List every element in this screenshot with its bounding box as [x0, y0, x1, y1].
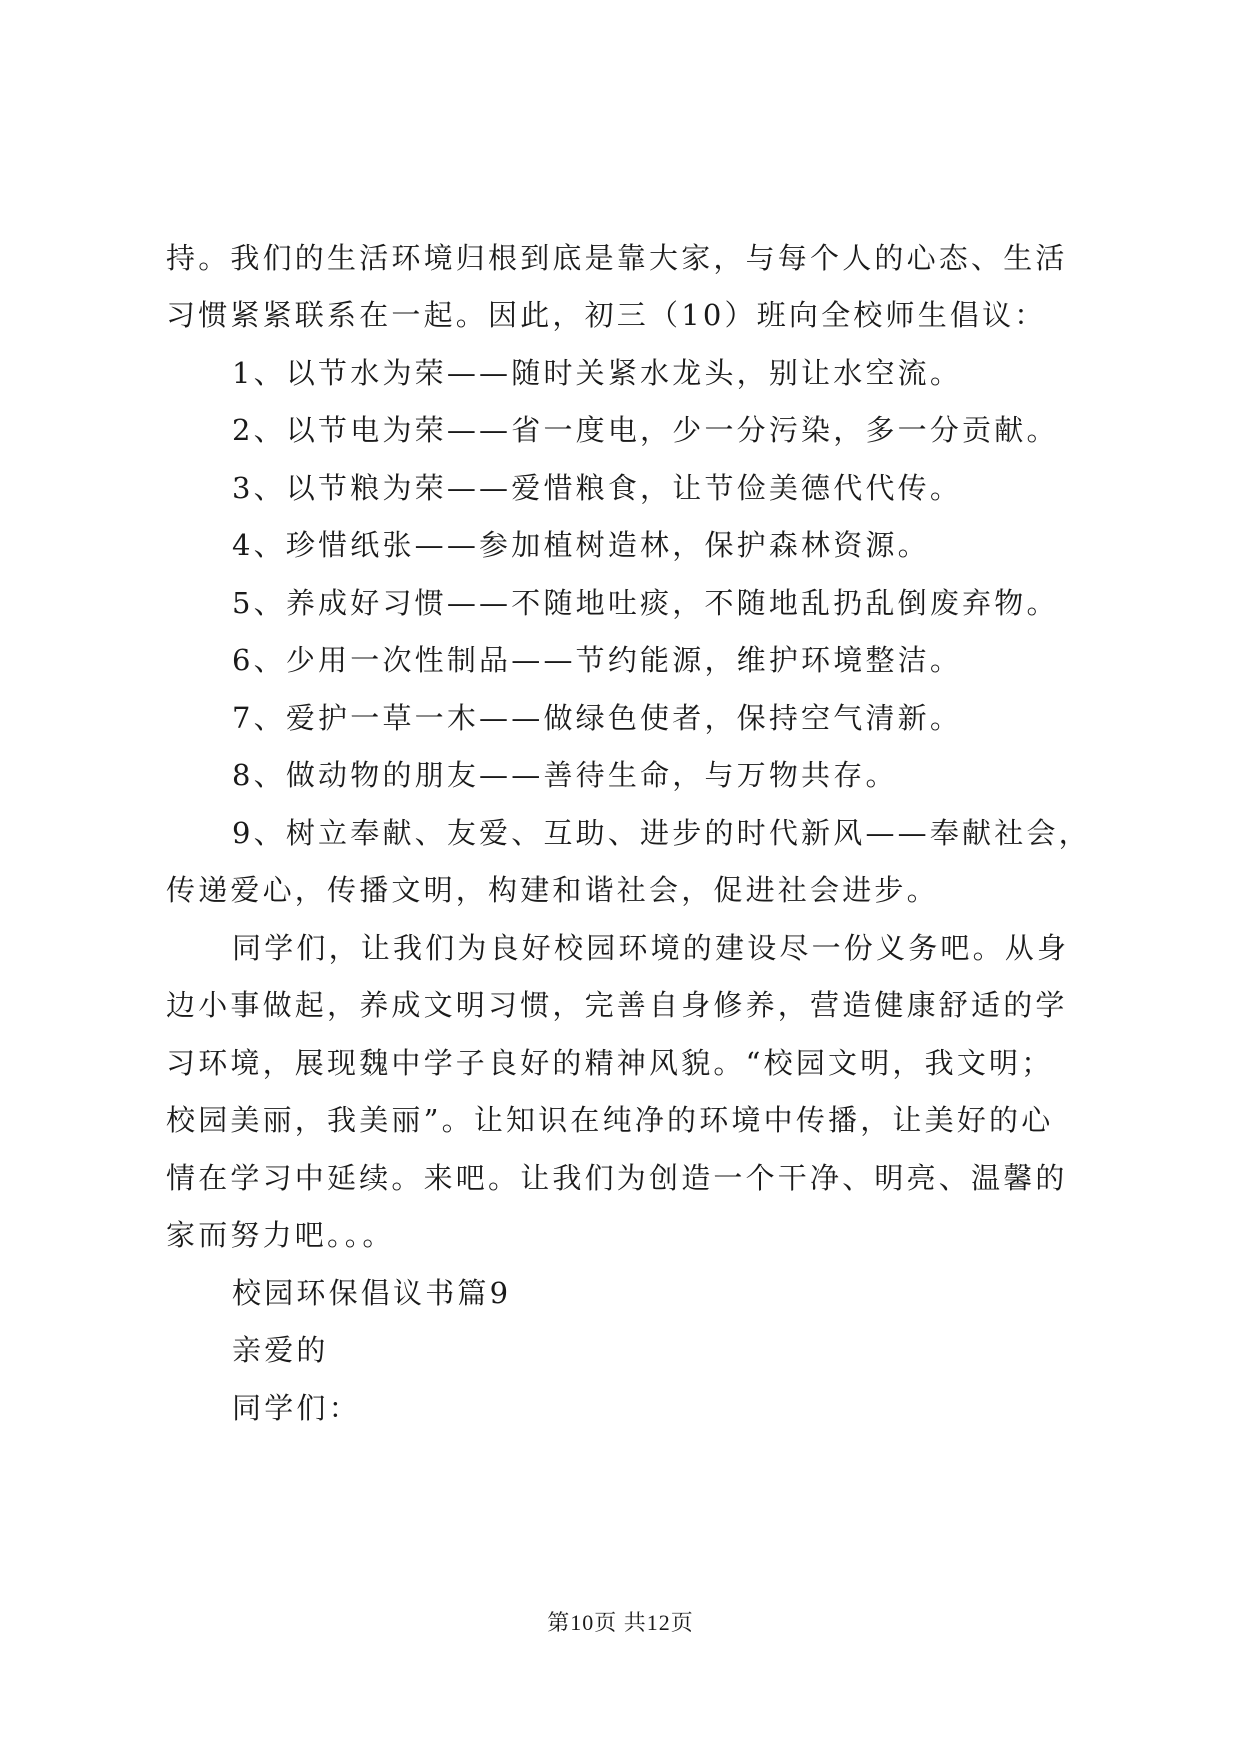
paragraph-line: 情在学习中延续。来吧。让我们为创造一个干净、明亮、温馨的 [166, 1161, 1068, 1195]
proposal-item-3: 3、以节粮为荣——爱惜粮食，让节俭美德代代传。 [232, 471, 963, 505]
proposal-item-1: 1、以节水为荣——随时关紧水龙头，别让水空流。 [232, 356, 963, 390]
paragraph-line: 同学们，让我们为良好校园环境的建设尽一份义务吧。从身 [232, 931, 1070, 965]
paragraph-line: 习惯紧紧联系在一起。因此，初三（10）班向全校师生倡议： [166, 298, 1047, 332]
proposal-item-9: 9、树立奉献、友爱、互助、进步的时代新风——奉献社会， [232, 816, 1091, 850]
paragraph-line: 持。我们的生活环境归根到底是靠大家，与每个人的心态、生活 [166, 241, 1068, 275]
page-number-footer: 第10页 共12页 [547, 1610, 694, 1635]
proposal-item-8: 8、做动物的朋友——善待生命，与万物共存。 [232, 758, 898, 792]
paragraph-line: 传递爱心，传播文明，构建和谐社会，促进社会进步。 [166, 873, 939, 907]
proposal-item-2: 2、以节电为荣——省一度电，少一分污染，多一分贡献。 [232, 413, 1059, 447]
proposal-item-4: 4、珍惜纸张——参加植树造林，保护森林资源。 [232, 528, 930, 562]
proposal-item-5: 5、养成好习惯——不随地吐痰，不随地乱扔乱倒废弃物。 [232, 586, 1059, 620]
proposal-item-7: 7、爱护一草一木——做绿色使者，保持空气清新。 [232, 701, 963, 735]
paragraph-line: 校园美丽，我美丽”。让知识在纯净的环境中传播，让美好的心 [166, 1103, 1054, 1137]
salutation-line: 亲爱的 [232, 1333, 329, 1367]
paragraph-line: 边小事做起，养成文明习惯，完善自身修养，营造健康舒适的学 [166, 988, 1068, 1022]
salutation-line: 同学们： [232, 1391, 361, 1425]
paragraph-line: 家而努力吧。。。 [166, 1218, 395, 1252]
proposal-item-6: 6、少用一次性制品——节约能源，维护环境整洁。 [232, 643, 963, 677]
paragraph-line: 习环境，展现魏中学子良好的精神风貌。“校园文明，我文明； [166, 1046, 1054, 1080]
section-heading: 校园环保倡议书篇9 [232, 1276, 512, 1310]
